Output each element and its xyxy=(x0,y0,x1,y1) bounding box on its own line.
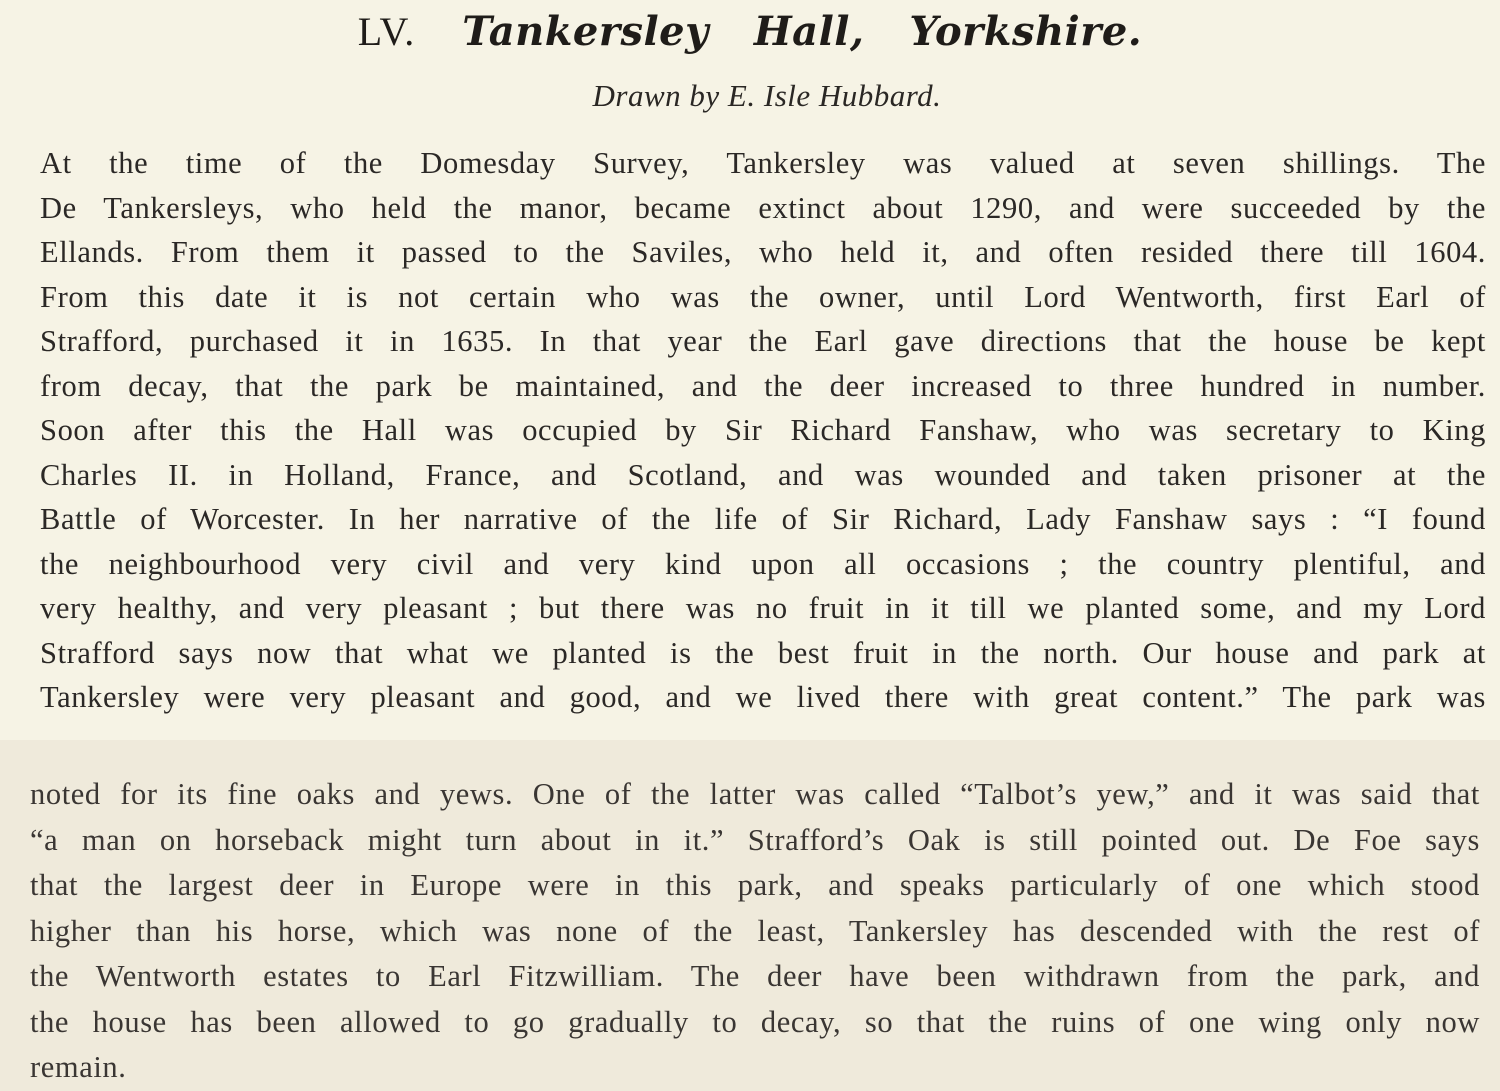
text-line: At the time of the Domesday Survey, Tankersley was valued at seven shillings. The xyxy=(40,146,1486,180)
title-word-yorkshire: Yorkshire. xyxy=(909,8,1143,55)
text-line: Ellands. From them it passed to the Saviles, who held it, and often resided there till 1604. xyxy=(40,235,1486,269)
text-line: noted for its fine oaks and yews. One of the latter was called “Talbot’s yew,” and it was said that xyxy=(30,777,1480,811)
title-word-hall: Hall, xyxy=(753,8,865,55)
paragraph-upper xyxy=(40,141,1486,720)
text-line: Charles II. in Holland, France, and Scotland, and was wounded and taken prisoner at the xyxy=(40,457,1486,492)
text-line: the neighbourhood very civil and very kind upon all occasions ; the country plentiful, and xyxy=(40,546,1486,581)
text-line: Tankersley were very pleasant and good, and we lived there with great content.” The park was xyxy=(40,680,1486,714)
text-line: the Wentworth estates to Earl Fitzwilliam. The deer have been withdrawn from the park, and xyxy=(30,959,1480,993)
text-line: From this date it is not certain who was the owner, until Lord Wentworth, first Earl of xyxy=(40,279,1486,314)
byline: Drawn by E. Isle Hubbard. xyxy=(592,78,942,113)
text-line: Strafford, purchased it in 1635. In that year the Earl gave directions that the house be kept xyxy=(40,324,1486,358)
chapter-numeral: LV. xyxy=(357,9,416,54)
text-line: Strafford says now that what we planted is the best fruit in the north. Our house and park at xyxy=(40,635,1486,670)
text-line: remain. xyxy=(30,1050,127,1084)
text-line: Battle of Worcester. In her narrative of the life of Sir Richard, Lady Fanshaw says : “I found xyxy=(40,502,1486,536)
text-line: from decay, that the park be maintained, and the deer increased to three hundred in number. xyxy=(40,368,1486,403)
text-line: very healthy, and very pleasant ; but there was no fruit in it till we planted some, and my Lord xyxy=(40,591,1486,625)
text-line: that the largest deer in Europe were in this park, and speaks particularly of one which stood xyxy=(30,868,1480,902)
paragraph-lower xyxy=(30,772,1480,1091)
title-word-tankersley: Tankersley xyxy=(462,8,709,55)
text-line: Soon after this the Hall was occupied by Sir Richard Fanshaw, who was secretary to King xyxy=(40,413,1486,447)
text-line: “a man on horseback might turn about in it.” Strafford’s Oak is still pointed out. De Foe says xyxy=(30,822,1480,857)
text-line: the house has been allowed to go gradually to decay, so that the ruins of one wing only now xyxy=(30,1004,1480,1039)
page-title xyxy=(0,8,1500,55)
text-line: higher than his horse, which was none of the least, Tankersley has descended with the rest of xyxy=(30,913,1480,948)
text-line: De Tankersleys, who held the manor, became extinct about 1290, and were succeeded by the xyxy=(40,190,1486,225)
